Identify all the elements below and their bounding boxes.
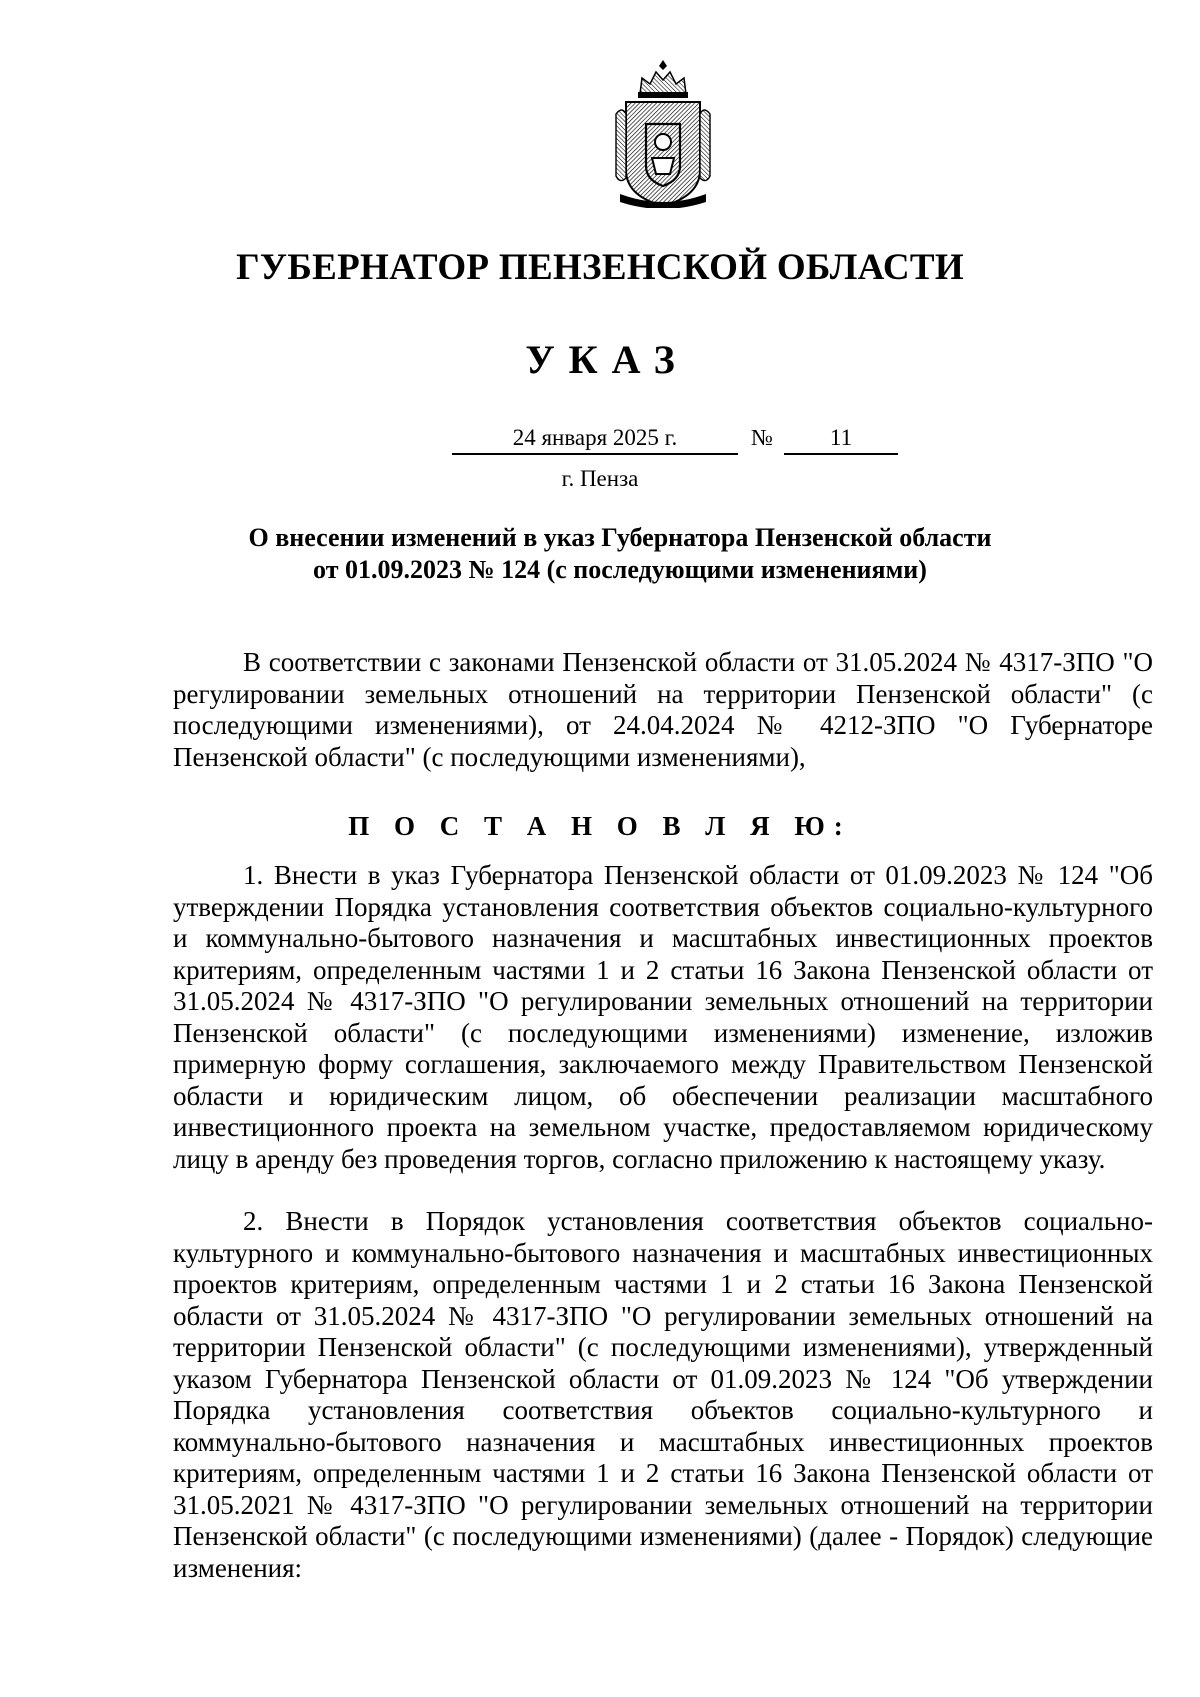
number-sign: № xyxy=(751,425,773,450)
document-title-line-2: от 01.09.2023 № 124 (с последующими изменениями) xyxy=(313,555,927,584)
item-2-paragraph: 2. Внести в Порядок установления соответствия объектов социально-культурного и коммунально-бытового назначения и масштабных инвестиционных проектов критериям, определенным частями 1 и 2 статьи 16 Закона Пензенской области от 31.05.2024 № 4317-ЗПО "О регулировании земельных отношений на территории Пензенской области" (с последующими изменениями), утвержденный указом Губернатора Пензенской области от 01.09.2023 № 124 "Об утверждении Порядка установления соответствия объектов социально-культурного и коммунально-бытового назначения и масштабных инвестиционных проектов критериям, определенным частями 1 и 2 статьи 16 Закона Пензенской области от 31.05.2021 № 4317-ЗПО "О регулировании земельных отношений на территории Пензенской области" (с последующими изменениями) (далее - Порядок) следующие изменения: xyxy=(173,1206,1153,1583)
document-city: г. Пенза xyxy=(561,466,639,491)
resolve-heading: П О С Т А Н О В Л Я Ю: xyxy=(348,811,852,841)
document-number: 11 xyxy=(784,423,898,455)
document-date: 24 января 2025 г. xyxy=(452,423,738,455)
issuer-heading: ГУБЕРНАТОР ПЕНЗЕНСКОЙ ОБЛАСТИ xyxy=(236,247,964,288)
preamble-paragraph: В соответствии с законами Пензенской области от 31.05.2024 № 4317-ЗПО "О регулировании земельных отношений на территории Пензенской области" (с последующими изменениями), от 24.04.2024 № 4212-ЗПО "О Губернаторе Пензенской области" (с последующими изменениями), xyxy=(173,647,1153,772)
document-type-heading: УКАЗ xyxy=(525,337,689,382)
document-title xyxy=(170,522,1070,586)
coat-of-arms-icon xyxy=(612,58,714,208)
document-title-line-1: О внесении изменений в указ Губернатора Пензенской области xyxy=(248,523,992,552)
item-1-paragraph: 1. Внести в указ Губернатора Пензенской области от 01.09.2023 № 124 "Об утверждении Порядка установления соответствия объектов социально-культурного и коммунально-бытового назначения и масштабных инвестиционных проектов критериям, определенным частями 1 и 2 статьи 16 Закона Пензенской области от 31.05.2024 № 4317-ЗПО "О регулировании земельных отношений на территории Пензенской области" (с последующими изменениями) изменение, изложив примерную форму соглашения, заключаемого между Правительством Пензенской области и юридическим лицом, об обеспечении реализации масштабного инвестиционного проекта на земельном участке, предоставляемом юридическому лицу в аренду без проведения торгов, согласно приложению к настоящему указу. xyxy=(173,860,1153,1174)
